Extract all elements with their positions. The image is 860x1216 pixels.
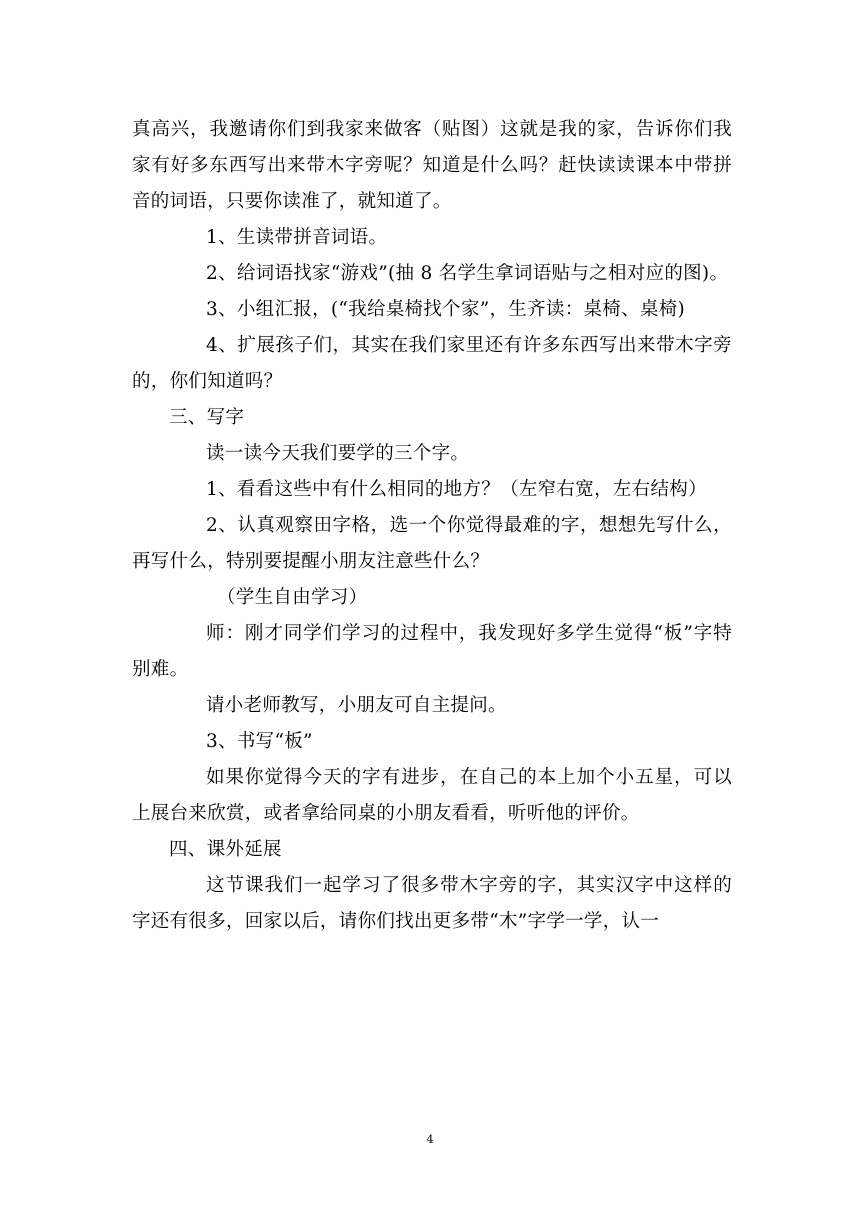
paragraph-write-ban: 3、书写“板” xyxy=(206,731,313,752)
paragraph-teacher-remark: 师：刚才同学们学习的过程中，我发现好多学生觉得“板”字特别难。 xyxy=(132,623,732,680)
paragraph-word-game: 2、给词语找家“游戏”(抽 8 名学生拿词语贴与之相对应的图)。 xyxy=(206,263,729,284)
paragraph-little-teacher: 请小老师教写，小朋友可自主提问。 xyxy=(206,695,507,716)
paragraph-intro: 真高兴，我邀请你们到我家来做客（贴图）这就是我的家，告诉你们我家有好多东西写出来带木字旁呢？知道是什么吗？赶快读读课本中带拼音的词语，只要你读准了，就知道了。 xyxy=(132,119,732,212)
paragraph-read-pinyin: 1、生读带拼音词语。 xyxy=(206,227,388,248)
section-heading-extension: 四、课外延展 xyxy=(169,839,282,860)
paragraph-read-three-chars: 读一读今天我们要学的三个字。 xyxy=(206,443,470,464)
paragraph-group-report: 3、小组汇报，(“我给桌椅找个家”，生齐读：桌椅、桌椅) xyxy=(206,299,686,320)
paragraph-star-reward: 如果你觉得今天的字有进步，在自己的本上加个小五星，可以上展台来欣赏，或者拿给同桌的小朋友看看，听听他的评价。 xyxy=(132,767,732,824)
paragraph-extend: 4、扩展孩子们，其实在我们家里还有许多东西写出来带木字旁的，你们知道吗？ xyxy=(132,335,732,392)
paragraph-self-study: （学生自由学习） xyxy=(217,587,368,608)
page-number: 4 xyxy=(426,1133,434,1146)
section-heading-writing: 三、写字 xyxy=(169,407,245,428)
paragraph-homework: 这节课我们一起学习了很多带木字旁的字，其实汉字中这样的字还有很多，回家以后，请你们找出更多带“木”字学一学，认一 xyxy=(132,875,732,932)
document-body xyxy=(132,112,732,940)
paragraph-similarities: 1、看看这些中有什么相同的地方？（左窄右宽，左右结构） xyxy=(206,479,707,500)
paragraph-observe-grid: 2、认真观察田字格，选一个你觉得最难的字，想想先写什么，再写什么，特别要提醒小朋友注意些什么？ xyxy=(132,515,732,572)
